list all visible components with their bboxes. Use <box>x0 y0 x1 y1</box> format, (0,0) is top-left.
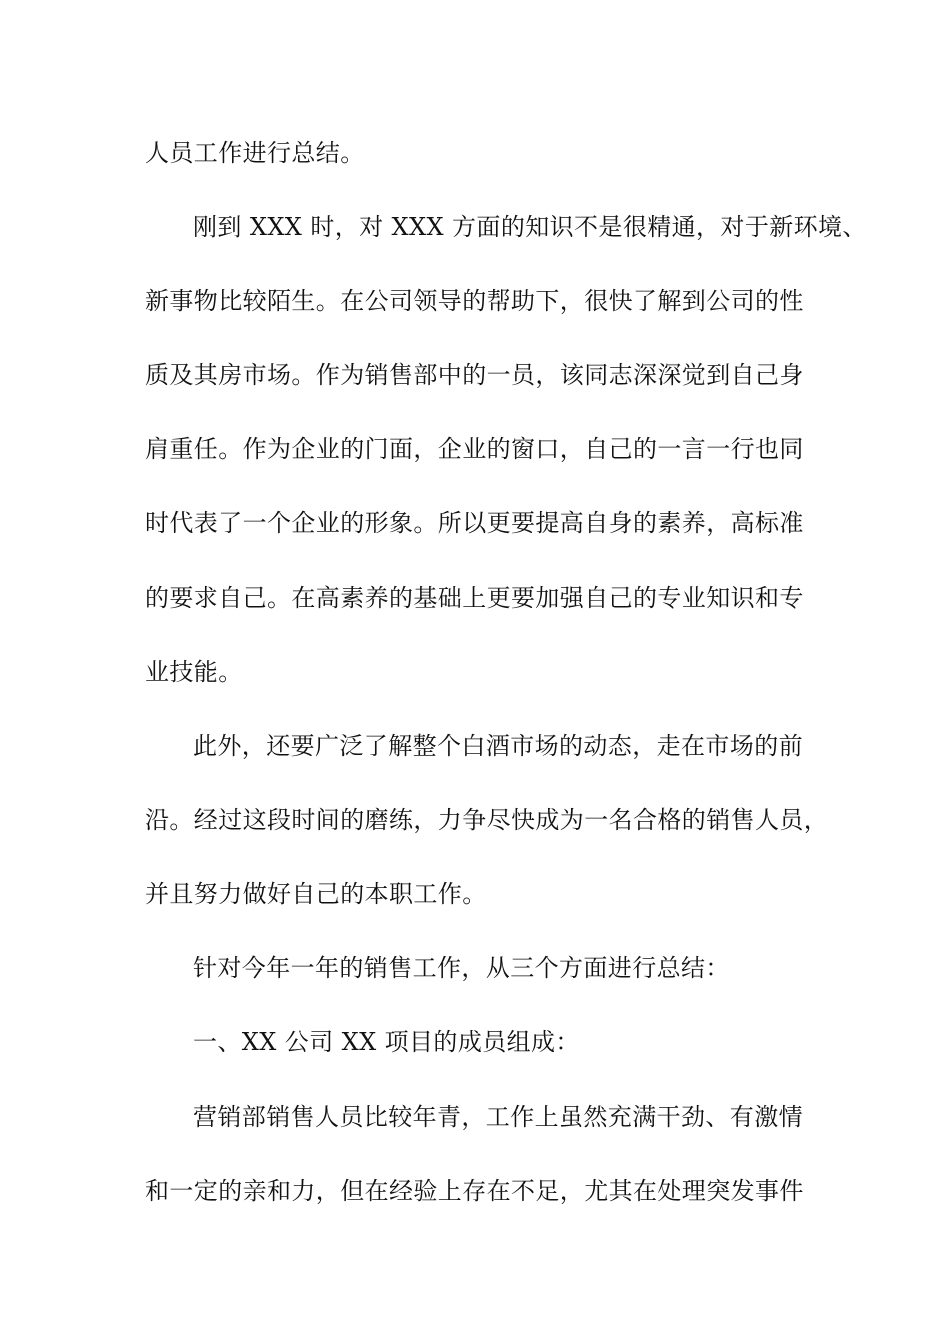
text-line-12: 针对今年一年的销售工作，从三个方面进行总结： <box>193 954 730 982</box>
text-line-15: 和一定的亲和力，但在经验上存在不足，尤其在处理突发事件 <box>145 1177 804 1205</box>
text-line-4: 质及其房市场。作为销售部中的一员，该同志深深觉到自己身 <box>145 361 804 389</box>
text-line-7: 的要求自己。在高素养的基础上更要加强自己的专业知识和专 <box>145 584 804 612</box>
text-line-11: 并且努力做好自己的本职工作。 <box>145 880 487 908</box>
text-line-5: 肩重任。作为企业的门面，企业的窗口，自己的一言一行也同 <box>145 435 804 463</box>
text-line-8: 业技能。 <box>145 658 243 686</box>
text-line-1: 人员工作进行总结。 <box>145 139 365 167</box>
text-line-10: 沿。经过这段时间的磨练，力争尽快成为一名合格的销售人员， <box>145 806 829 834</box>
text-line-2: 刚到 XXX 时，对 XXX 方面的知识不是很精通，对于新环境、 <box>193 213 867 241</box>
text-line-9: 此外，还要广泛了解整个白酒市场的动态，走在市场的前 <box>193 732 803 760</box>
text-line-14: 营销部销售人员比较年青，工作上虽然充满干劲、有激情 <box>193 1103 803 1131</box>
section-heading: 一、XX 公司 XX 项目的成员组成： <box>193 1028 580 1056</box>
text-line-3: 新事物比较陌生。在公司领导的帮助下，很快了解到公司的性 <box>145 287 804 315</box>
text-line-6: 时代表了一个企业的形象。所以更要提高自身的素养，高标准 <box>145 509 804 537</box>
